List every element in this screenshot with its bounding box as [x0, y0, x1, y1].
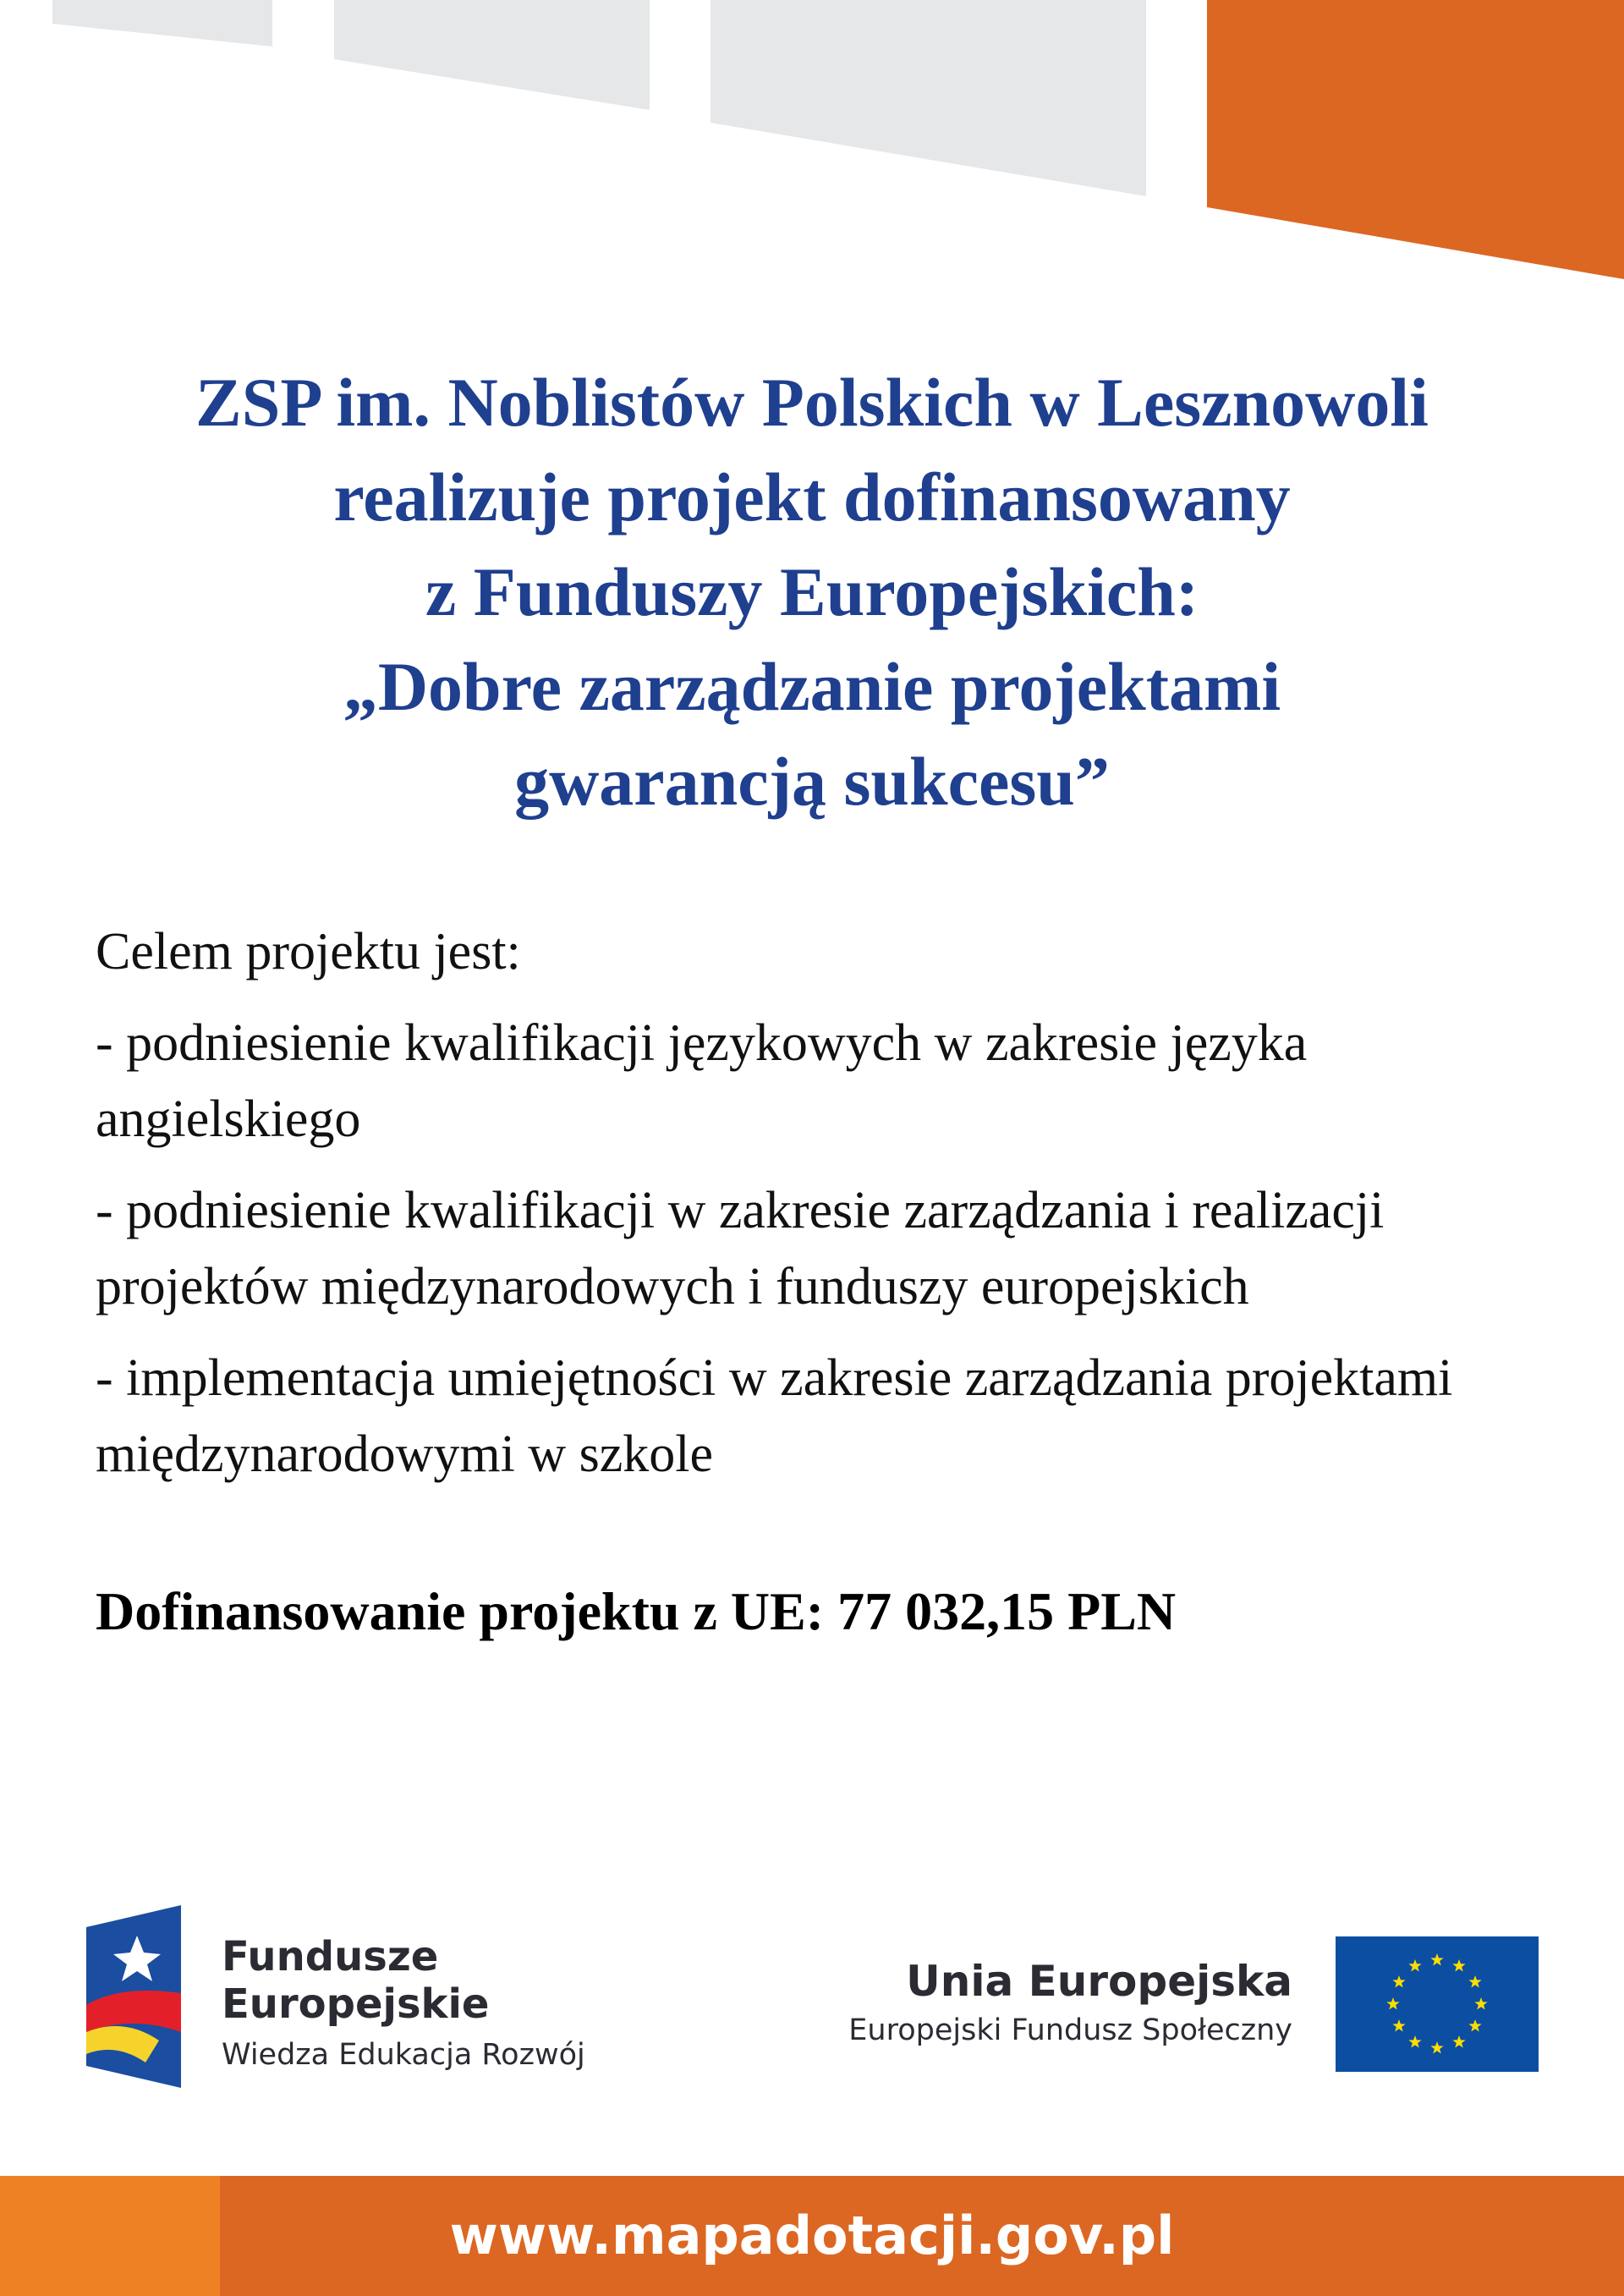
gray-stripe-1: [52, 0, 272, 47]
fe-tagline: Wiedza Edukacja Rozwój: [222, 2038, 585, 2072]
orange-stripe: [1207, 0, 1624, 279]
ue-line2: Europejski Fundusz Społeczny: [848, 2013, 1292, 2047]
header-decoration: [0, 0, 1624, 288]
gray-stripe-2: [334, 0, 650, 110]
fe-line2: Europejskie: [222, 1980, 490, 2028]
ue-line1: Unia Europejska: [906, 1957, 1292, 2006]
title-line: realizuje projekt dofinansowany: [333, 459, 1291, 536]
title-line: „Dobre zarządzanie projektami: [343, 648, 1281, 725]
ue-logo-text: [848, 1956, 1292, 2054]
title-line: z Funduszy Europejskich:: [425, 553, 1199, 630]
fundusze-europejskie-logo-icon: [86, 1905, 181, 2088]
goals-intro: Celem projektu jest:: [96, 923, 521, 980]
fe-line1: Fundusze: [222, 1933, 439, 1980]
eu-flag-icon: [1336, 1936, 1539, 2072]
fe-logo-text: [222, 1933, 585, 2079]
goal-item: - podniesienie kwalifikacji językowych w zakresie języka angielskiego: [96, 1014, 1308, 1148]
goal-item: - implementacja umiejętności w zakresie zarządzania projektami międzynarodowymi w szkole: [96, 1349, 1453, 1483]
goal-item: - podniesienie kwalifikacji w zakresie zarządzania i realizacji projektów międzynarodowych i funduszy europejskich: [96, 1182, 1385, 1316]
title-line: gwarancją sukcesu”: [514, 743, 1110, 820]
gray-stripe-3: [710, 0, 1146, 196]
funding-amount: Dofinansowanie projektu z UE: 77 032,15 PLN: [96, 1581, 1177, 1641]
footer-bar: [0, 2176, 1624, 2296]
poster-title: [68, 355, 1556, 829]
footer-url: www.mapadotacji.gov.pl: [449, 2205, 1175, 2266]
title-line: ZSP im. Noblistów Polskich w Lesznowoli: [195, 364, 1429, 441]
project-goals: [96, 914, 1550, 1508]
